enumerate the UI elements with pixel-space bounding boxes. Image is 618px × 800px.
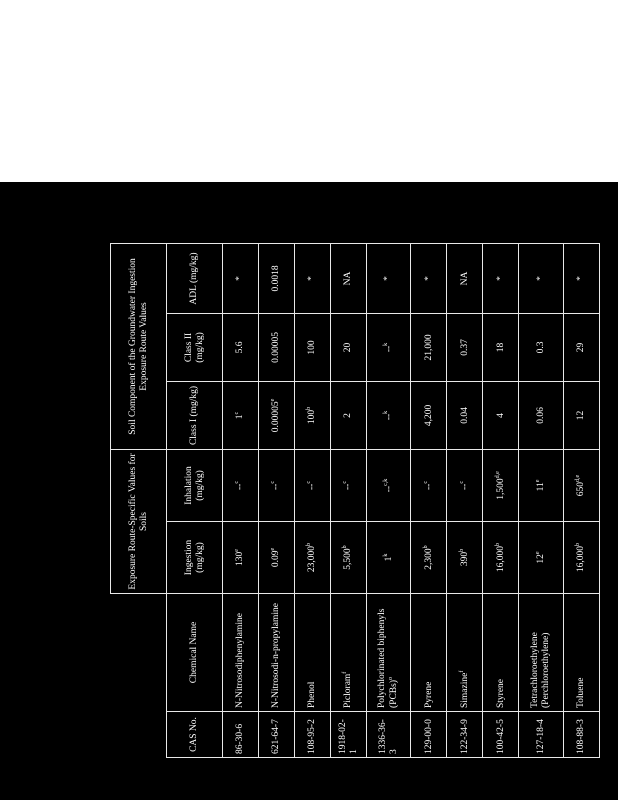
cell-ingestion-footnote: b bbox=[458, 548, 465, 552]
cell-adl-value: NA bbox=[343, 271, 354, 286]
cell-adl bbox=[447, 243, 483, 313]
cell-inhalation-value: -- bbox=[307, 483, 318, 490]
cell-class1 bbox=[259, 381, 295, 449]
cell-class1 bbox=[563, 381, 599, 449]
cell-class2-value: 20 bbox=[343, 342, 354, 353]
cell-chemical bbox=[295, 594, 331, 712]
col-header-adl: ADL (mg/kg) bbox=[167, 243, 223, 313]
cell-cas bbox=[367, 712, 411, 758]
cell-class1-value: 4,200 bbox=[423, 404, 434, 427]
cell-inhalation bbox=[295, 449, 331, 521]
cell-chemical-value: Toluene bbox=[576, 677, 586, 708]
cell-class2-value: 29 bbox=[576, 342, 586, 353]
cell-class2 bbox=[411, 313, 447, 381]
cell-adl bbox=[295, 243, 331, 313]
cell-adl-value: 0.0018 bbox=[271, 265, 282, 292]
cell-inhalation-value: -- bbox=[235, 483, 246, 490]
cell-cas-value: 129-00-0 bbox=[423, 719, 434, 754]
cell-class1-value: 12 bbox=[576, 410, 586, 421]
cell-ingestion bbox=[447, 522, 483, 594]
cell-cas bbox=[483, 712, 519, 758]
cell-ingestion-value: 1 bbox=[383, 556, 394, 562]
cell-ingestion-value: 5,500 bbox=[343, 548, 354, 570]
cell-class1-footnote: k bbox=[382, 410, 389, 414]
cell-ingestion bbox=[223, 522, 259, 594]
cell-class2-value: 0.3 bbox=[535, 341, 546, 354]
col-header-ingestion: Ingestion (mg/kg) bbox=[167, 522, 223, 594]
cell-ingestion-footnote: e bbox=[234, 549, 241, 552]
cell-cas-value: 108-95-2 bbox=[307, 719, 318, 754]
cell-cas bbox=[563, 712, 599, 758]
cell-cas-value: 127-18-4 bbox=[535, 719, 546, 754]
cell-cas bbox=[447, 712, 483, 758]
cell-inhalation-footnote: c bbox=[234, 481, 241, 484]
soil-values-table bbox=[110, 243, 600, 758]
cell-inhalation-footnote: c bbox=[342, 481, 349, 484]
cell-ingestion-value: 130 bbox=[235, 551, 246, 566]
cell-class2 bbox=[447, 313, 483, 381]
cell-ingestion-value: 16,000 bbox=[576, 545, 587, 573]
cell-inhalation-value: 650 bbox=[576, 481, 587, 497]
cell-inhalation-value: 11 bbox=[536, 482, 547, 492]
cell-adl bbox=[519, 243, 563, 313]
cell-adl bbox=[563, 243, 599, 313]
top-blank-area bbox=[0, 0, 618, 182]
table-row bbox=[295, 243, 331, 757]
cell-class1-footnote: e bbox=[270, 398, 277, 402]
cell-inhalation-footnote: d,e bbox=[575, 474, 582, 482]
cell-inhalation-value: 1,500 bbox=[496, 478, 507, 500]
cell-inhalation-value: -- bbox=[343, 483, 354, 490]
cell-class1-value: 0.00005 bbox=[271, 401, 282, 433]
cell-ingestion bbox=[483, 522, 519, 594]
cell-class2 bbox=[223, 313, 259, 381]
cell-chemical-value: Tetrachloroethylene (Perchloroethylene) bbox=[530, 632, 552, 708]
cell-cas bbox=[519, 712, 563, 758]
cell-chemical-value: N-Nitrosodiphenylamine bbox=[235, 613, 246, 708]
cell-ingestion bbox=[259, 522, 295, 594]
table-row bbox=[447, 243, 483, 757]
cell-inhalation-value: -- bbox=[460, 483, 471, 490]
col-header-chemical: Chemical Name bbox=[167, 594, 223, 712]
cell-adl-value: * bbox=[576, 276, 586, 281]
cell-inhalation-footnote: d,e bbox=[494, 471, 501, 479]
cell-ingestion bbox=[367, 522, 411, 594]
cell-chemical bbox=[411, 594, 447, 712]
cell-inhalation bbox=[223, 449, 259, 521]
cell-cas bbox=[223, 712, 259, 758]
cell-chemical bbox=[223, 594, 259, 712]
cell-class1-value: 4 bbox=[495, 413, 506, 418]
cell-inhalation-footnote: c bbox=[422, 481, 429, 484]
cell-inhalation bbox=[331, 449, 367, 521]
col-header-cas: CAS No. bbox=[167, 712, 223, 758]
cell-inhalation-footnote: c,k bbox=[382, 478, 389, 486]
table-row bbox=[563, 243, 599, 757]
cell-class1-footnote: b bbox=[306, 406, 313, 410]
cell-ingestion bbox=[411, 522, 447, 594]
cell-chemical bbox=[519, 594, 563, 712]
cell-ingestion-value: 12 bbox=[536, 554, 547, 564]
cell-class2 bbox=[519, 313, 563, 381]
cell-cas-value: 100-42-5 bbox=[495, 719, 506, 754]
cell-inhalation bbox=[483, 449, 519, 521]
cell-inhalation-footnote: c bbox=[458, 481, 465, 484]
cell-class2-value: 0.37 bbox=[459, 339, 470, 356]
cell-ingestion-footnote: b bbox=[494, 542, 501, 546]
cell-cas-value: 621-64-7 bbox=[271, 719, 282, 754]
cell-chemical bbox=[483, 594, 519, 712]
cell-cas bbox=[295, 712, 331, 758]
cell-chemical-value: Styrene bbox=[495, 678, 506, 708]
cell-class1-value: 2 bbox=[343, 413, 354, 418]
table-row bbox=[259, 243, 295, 757]
cell-cas-value: 86-30-6 bbox=[235, 723, 246, 754]
cell-ingestion bbox=[331, 522, 367, 594]
cell-cas bbox=[331, 712, 367, 758]
cell-class2-footnote: k bbox=[382, 342, 389, 346]
cell-ingestion-footnote: k bbox=[382, 553, 389, 557]
cell-ingestion bbox=[563, 522, 599, 594]
cell-ingestion-value: 2,300 bbox=[424, 548, 435, 570]
cell-ingestion-value: 23,000 bbox=[307, 545, 318, 573]
cell-ingestion-value: 0.09 bbox=[271, 550, 282, 568]
cell-class2-value: 100 bbox=[307, 340, 318, 355]
cell-ingestion bbox=[519, 522, 563, 594]
cell-ingestion bbox=[295, 522, 331, 594]
cell-adl bbox=[483, 243, 519, 313]
cell-class1-footnote: c bbox=[234, 411, 241, 415]
cell-chemical-footnote: o bbox=[388, 677, 395, 681]
cell-inhalation-value: -- bbox=[271, 483, 282, 490]
cell-chemical-value: Phenol bbox=[307, 681, 318, 708]
cell-class1 bbox=[223, 381, 259, 449]
cell-ingestion-footnote: b bbox=[575, 542, 582, 546]
cell-class1-value: -- bbox=[383, 413, 394, 421]
col-header-class2: Class II (mg/kg) bbox=[167, 313, 223, 381]
cell-chemical bbox=[331, 594, 367, 712]
cell-class2-value: 0.00005 bbox=[271, 332, 282, 363]
cell-chemical-value: Picloram bbox=[343, 673, 354, 708]
cell-adl-value: NA bbox=[459, 271, 470, 286]
cell-inhalation-footnote: e bbox=[535, 479, 542, 483]
cell-ingestion-footnote: b bbox=[422, 545, 429, 549]
cell-cas-value: 1336-36-3 bbox=[377, 719, 399, 754]
cell-class2 bbox=[295, 313, 331, 381]
cell-adl-value: * bbox=[535, 276, 546, 281]
cell-class2-value: -- bbox=[383, 345, 394, 353]
cell-class1 bbox=[483, 381, 519, 449]
cell-ingestion-value: 16,000 bbox=[496, 545, 507, 573]
cell-adl bbox=[411, 243, 447, 313]
blank-corner bbox=[111, 594, 167, 758]
cell-class2 bbox=[367, 313, 411, 381]
rotated-table-container bbox=[110, 244, 600, 758]
cell-ingestion-footnote: b bbox=[342, 545, 349, 549]
table-row bbox=[519, 243, 563, 757]
cell-inhalation-value: -- bbox=[383, 485, 394, 493]
cell-cas bbox=[259, 712, 295, 758]
cell-class2 bbox=[483, 313, 519, 381]
cell-adl-value: * bbox=[423, 276, 434, 281]
cell-cas bbox=[411, 712, 447, 758]
cell-ingestion-footnote: b bbox=[306, 542, 313, 546]
col-header-class1: Class I (mg/kg) bbox=[167, 381, 223, 449]
cell-chemical-footnote: f bbox=[458, 670, 465, 673]
cell-chemical-value: Pyrene bbox=[423, 681, 434, 708]
col-header-inhalation: Inhalation (mg/kg) bbox=[167, 449, 223, 521]
cell-class1 bbox=[519, 381, 563, 449]
cell-chemical bbox=[367, 594, 411, 712]
cell-adl bbox=[367, 243, 411, 313]
cell-cas-value: 1918-02-1 bbox=[337, 719, 359, 754]
cell-adl-value: * bbox=[235, 276, 246, 281]
cell-cas-value: 108-88-3 bbox=[576, 719, 586, 754]
cell-chemical-value: N-Nitrosodi-n-propylamine bbox=[271, 602, 282, 708]
cell-inhalation bbox=[411, 449, 447, 521]
cell-adl-value: * bbox=[383, 276, 394, 281]
cell-adl bbox=[331, 243, 367, 313]
cell-adl bbox=[223, 243, 259, 313]
cell-class1-value: 1 bbox=[235, 414, 246, 420]
cell-class1 bbox=[367, 381, 411, 449]
cell-class1-value: 0.04 bbox=[459, 407, 470, 424]
cell-class2 bbox=[563, 313, 599, 381]
cell-class1 bbox=[411, 381, 447, 449]
cell-inhalation bbox=[519, 449, 563, 521]
cell-chemical bbox=[447, 594, 483, 712]
cell-chemical bbox=[563, 594, 599, 712]
cell-inhalation bbox=[447, 449, 483, 521]
cell-chemical-value: Polychlorinated biphenyls (PCBs) bbox=[377, 608, 400, 708]
table-row bbox=[223, 243, 259, 757]
cell-inhalation bbox=[367, 449, 411, 521]
cell-class1-value: 0.06 bbox=[535, 407, 546, 424]
cell-ingestion-footnote: e bbox=[535, 551, 542, 555]
exposure-group-header: Exposure Route-Specific Values for Soils bbox=[111, 449, 167, 593]
cell-class1 bbox=[295, 381, 331, 449]
table-row bbox=[367, 243, 411, 757]
cell-class1 bbox=[331, 381, 367, 449]
cell-inhalation bbox=[259, 449, 295, 521]
table-row bbox=[411, 243, 447, 757]
table-row bbox=[331, 243, 367, 757]
cell-class1 bbox=[447, 381, 483, 449]
table-body bbox=[223, 243, 600, 757]
cell-class2 bbox=[331, 313, 367, 381]
cell-adl bbox=[259, 243, 295, 313]
cell-inhalation-footnote: c bbox=[306, 481, 313, 484]
cell-class2-value: 18 bbox=[495, 342, 506, 353]
cell-inhalation bbox=[563, 449, 599, 521]
cell-inhalation-value: -- bbox=[424, 483, 435, 490]
soil-component-group-header: Soil Component of the Groundwater Ingestion Exposure Route Values bbox=[111, 243, 167, 449]
cell-class2 bbox=[259, 313, 295, 381]
cell-inhalation-footnote: c bbox=[270, 481, 277, 484]
cell-class2-value: 5.6 bbox=[235, 341, 246, 354]
cell-chemical-value: Simazine bbox=[460, 672, 471, 708]
cell-chemical-footnote: f bbox=[342, 671, 349, 674]
cell-ingestion-value: 390 bbox=[460, 551, 471, 567]
cell-adl-value: * bbox=[495, 276, 506, 281]
cell-adl-value: * bbox=[307, 276, 318, 281]
cell-class1-value: 100 bbox=[307, 409, 318, 425]
cell-cas-value: 122-34-9 bbox=[459, 719, 470, 754]
cell-class2-value: 21,000 bbox=[423, 334, 434, 361]
table-row bbox=[483, 243, 519, 757]
cell-ingestion-footnote: e bbox=[270, 547, 277, 551]
cell-chemical bbox=[259, 594, 295, 712]
